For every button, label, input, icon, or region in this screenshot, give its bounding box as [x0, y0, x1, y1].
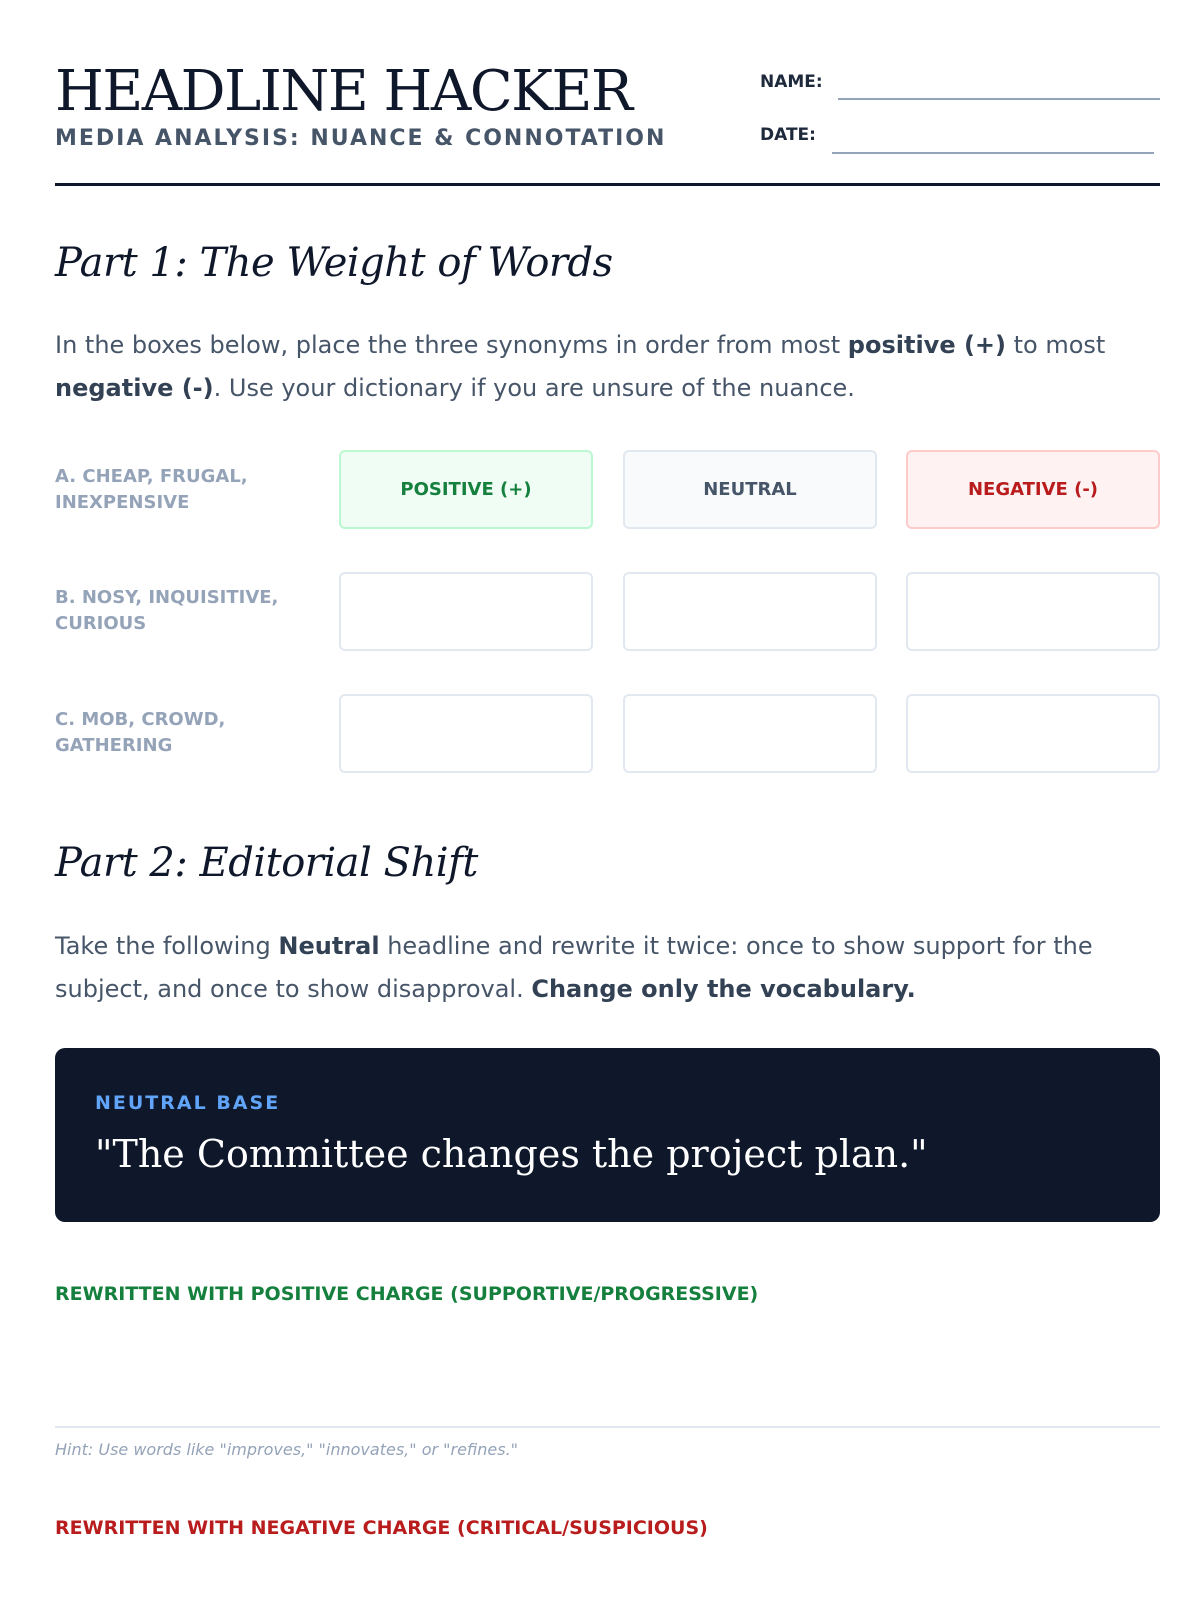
row-a-positive-box[interactable]: POSITIVE (+)	[339, 450, 593, 529]
worksheet-header	[55, 58, 1160, 186]
row-c-box-2[interactable]	[623, 694, 877, 773]
neutral-base-label: NEUTRAL BASE	[95, 1092, 281, 1114]
name-field[interactable]	[838, 98, 1160, 100]
part2-instructions: Take the following Neutral headline and rewrite it twice: once to show support for the subject, and once to show disapproval. Change only the vocabulary.	[55, 932, 1093, 1003]
row-label-b: B. NOSY, INQUISITIVE, CURIOUS	[55, 587, 279, 634]
worksheet-subtitle: MEDIA ANALYSIS: NUANCE & CONNOTATION	[55, 126, 667, 151]
rewrite-hint: Hint: Use words like "improves," "innovates," or "refines."	[55, 1440, 519, 1459]
neutral-headline: "The Committee changes the project plan."	[95, 1132, 928, 1176]
row-b-box-3[interactable]	[906, 572, 1160, 651]
worksheet-title: HEADLINE HACKER	[55, 59, 632, 124]
row-a-negative-box[interactable]: NEGATIVE (-)	[906, 450, 1160, 529]
negative-rewrite-label: REWRITTEN WITH NEGATIVE CHARGE (CRITICAL/SUSPICIOUS)	[55, 1517, 708, 1539]
neutral-base-card	[55, 1048, 1160, 1222]
name-label: NAME:	[760, 72, 823, 92]
row-a-neutral-box[interactable]: NEUTRAL	[623, 450, 877, 529]
row-b-box-2[interactable]	[623, 572, 877, 651]
row-c-box-3[interactable]	[906, 694, 1160, 773]
positive-rewrite-line[interactable]	[55, 1426, 1160, 1428]
positive-rewrite-label: REWRITTEN WITH POSITIVE CHARGE (SUPPORTIVE/PROGRESSIVE)	[55, 1283, 759, 1305]
row-c-box-1[interactable]	[339, 694, 593, 773]
date-label: DATE:	[760, 125, 816, 145]
part1-title: Part 1: The Weight of Words	[55, 240, 613, 286]
part2-title: Part 2: Editorial Shift	[55, 840, 478, 886]
row-b-box-1[interactable]	[339, 572, 593, 651]
date-field[interactable]	[832, 152, 1154, 154]
row-label-c: C. MOB, CROWD, GATHERING	[55, 709, 226, 756]
row-label-a: A. CHEAP, FRUGAL, INEXPENSIVE	[55, 466, 248, 513]
part1-instructions: In the boxes below, place the three synonyms in order from most positive (+) to most negative (-). Use your dictionary if you are unsure of the nuance.	[55, 331, 1106, 402]
